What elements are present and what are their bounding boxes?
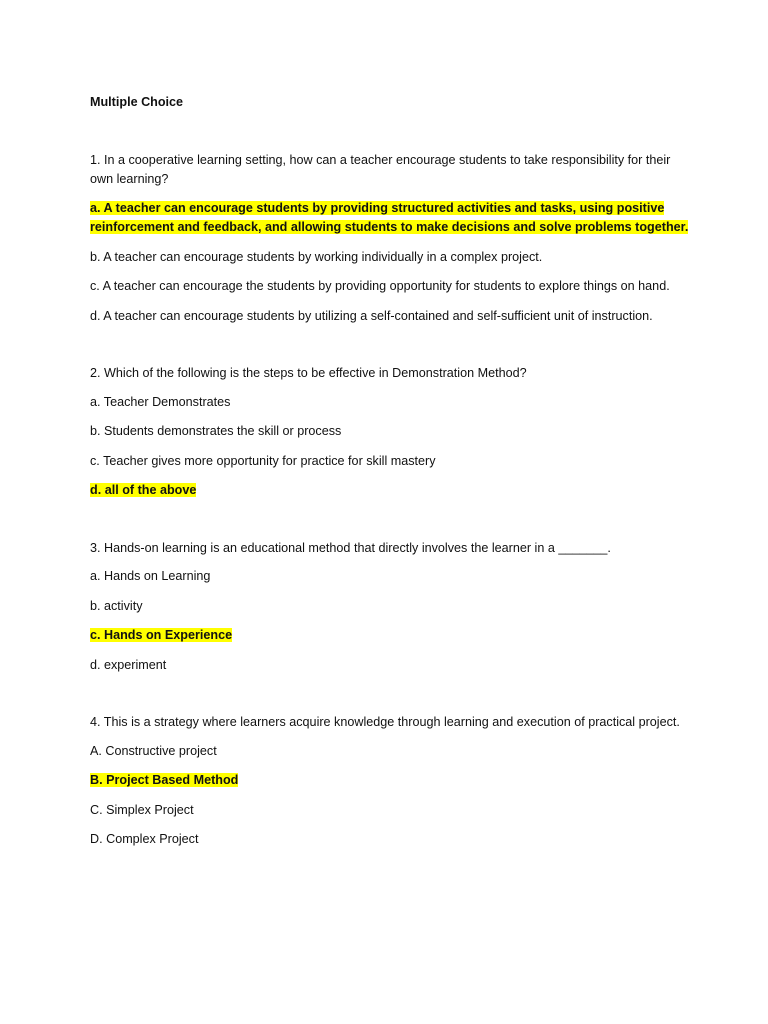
answer-option <box>90 626 690 646</box>
answer-text: a. Hands on Learning <box>90 569 211 583</box>
answer-option <box>90 801 690 821</box>
answer-text: b. A teacher can encourage students by working individually in a complex project. <box>90 249 543 264</box>
document-title: Multiple Choice <box>90 95 184 109</box>
answer-option <box>90 771 690 791</box>
question-block-3 <box>90 539 690 676</box>
question-prompt: 1. In a cooperative learning setting, how can a teacher encourage students to take responsibility for their own learning? <box>90 152 671 186</box>
answer-text: c. Teacher gives more opportunity for practice for skill mastery <box>90 453 436 468</box>
question-prompt: 3. Hands-on learning is an educational method that directly involves the learner in a _______. <box>90 540 611 555</box>
answer-text: C. Simplex Project <box>90 802 194 817</box>
answer-option <box>90 452 690 472</box>
answer-option <box>90 393 690 413</box>
highlighted-answer-text: a. A teacher can encourage students by providing structured activities and tasks, using positive reinforcement and feedback, and allowing students to make decisions and solve problems together. <box>90 200 689 234</box>
answer-option <box>90 481 690 501</box>
answer-option <box>90 597 690 617</box>
answer-option <box>90 567 690 587</box>
highlighted-answer-text: d. all of the above <box>90 483 197 497</box>
answer-text: D. Complex Project <box>90 832 199 846</box>
highlighted-answer-text: B. Project Based Method <box>90 773 239 787</box>
question-block-1 <box>90 151 690 327</box>
answer-option <box>90 656 690 676</box>
document-content <box>90 93 690 860</box>
answer-text: b. Students demonstrates the skill or process <box>90 424 342 438</box>
answer-option <box>90 742 690 762</box>
question-prompt: 2. Which of the following is the steps to be effective in Demonstration Method? <box>90 366 527 380</box>
question-block-4 <box>90 713 690 850</box>
answer-text: a. Teacher Demonstrates <box>90 394 231 409</box>
answer-option <box>90 307 690 327</box>
answer-option <box>90 422 690 442</box>
question-prompt: 4. This is a strategy where learners acquire knowledge through learning and execution of practical project. <box>90 715 680 729</box>
answer-text: d. experiment <box>90 657 167 672</box>
answer-option <box>90 830 690 850</box>
answer-text: b. activity <box>90 598 143 613</box>
highlighted-answer-text: c. Hands on Experience <box>90 628 233 642</box>
answer-text: c. A teacher can encourage the students by providing opportunity for students to explore things on hand. <box>90 279 670 293</box>
answer-text: A. Constructive project <box>90 743 217 758</box>
answer-option <box>90 199 690 238</box>
answer-option <box>90 248 690 268</box>
answer-text: d. A teacher can encourage students by utilizing a self-contained and self-sufficient unit of instruction. <box>90 308 653 323</box>
answer-option <box>90 277 690 297</box>
question-block-2 <box>90 364 690 501</box>
question-list <box>90 151 690 850</box>
